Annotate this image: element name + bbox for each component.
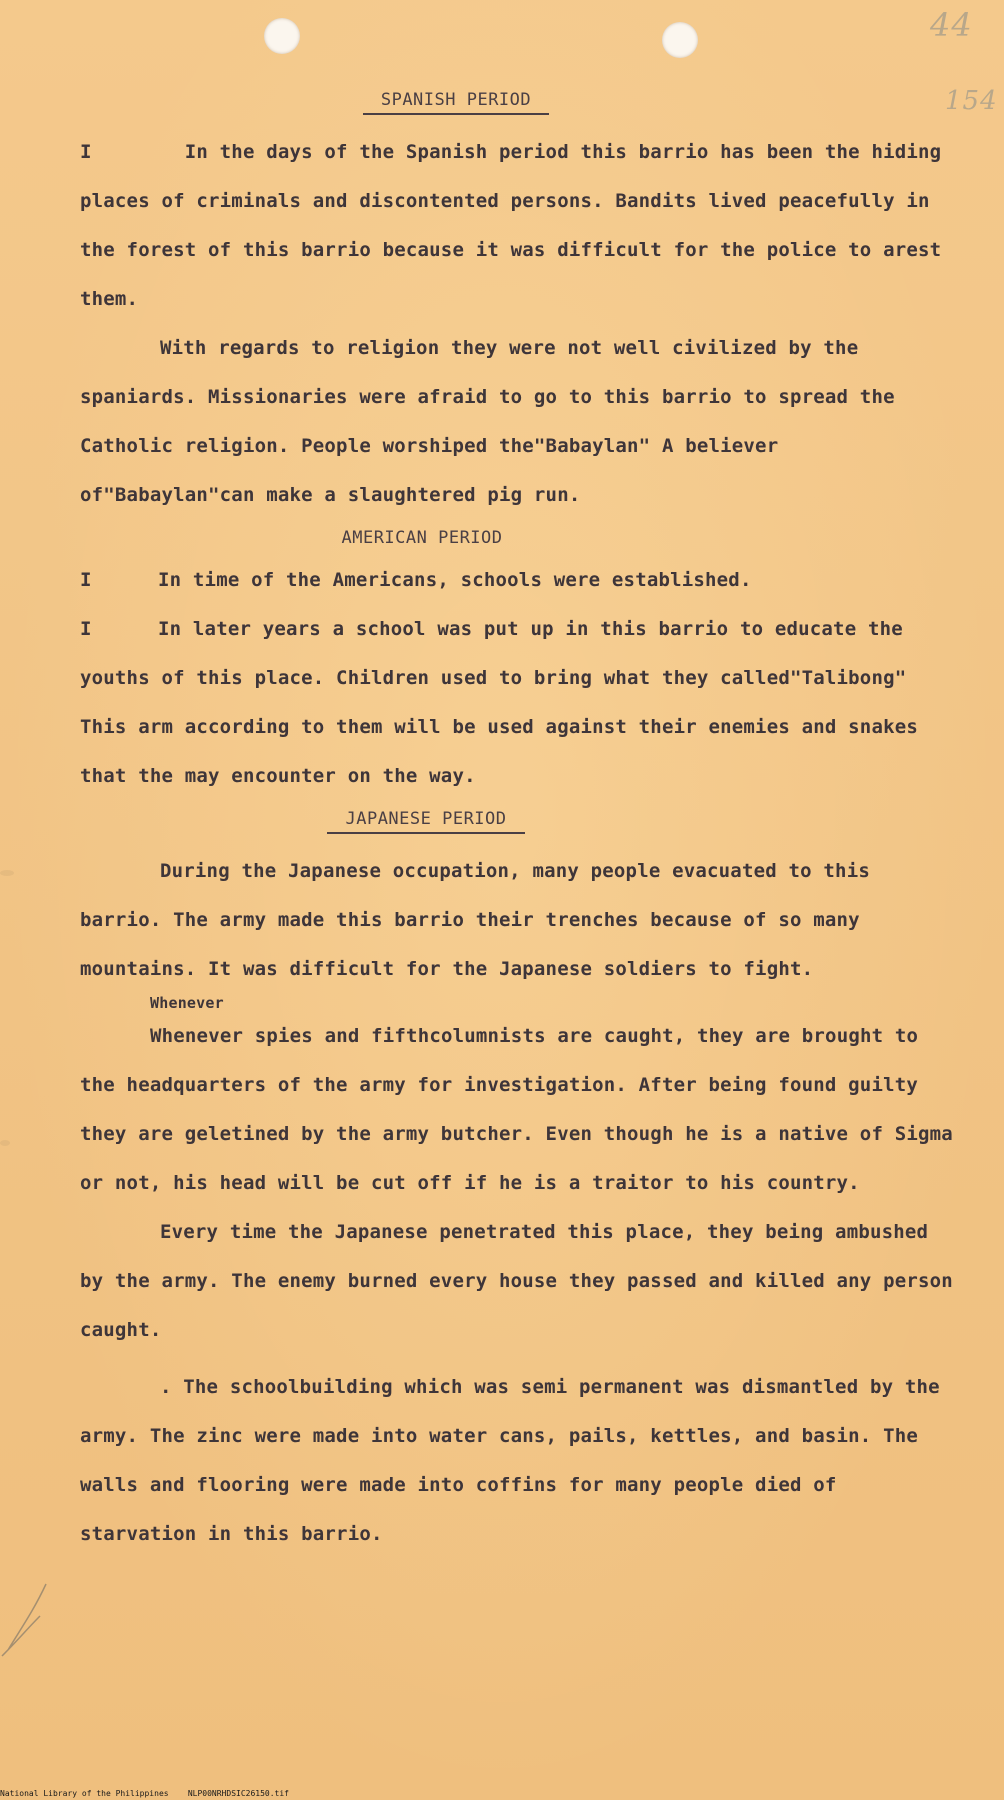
paragraph-japanese-3: Every time the Japanese penetrated this place, they being ambushed by the army. The enemy burned every house they passed and killed any person caught. [80, 1221, 965, 1341]
paragraph-japanese-4: . The schoolbuilding which was semi permanent was dismantled by the army. The zinc were made into water cans, pails, kettles, and basin. The walls and flooring were made into coffins for many people died of starvation in this barrio. [80, 1376, 952, 1545]
punch-hole-right [662, 22, 698, 58]
archive-footer: National Library of the Philippines NLP00NRHDSIC26150.tif [0, 1789, 289, 1798]
punch-hole-left [264, 18, 300, 54]
paragraph-american-2: I In later years a school was put up in this barrio to educate the youths of this place. Children used to bring what they called"Talibong" This arm according to them will be used against their enemies and snakes that the may encounter on the way. [80, 605, 960, 801]
paper-mark [0, 1140, 10, 1146]
pencil-scribble [0, 1570, 60, 1660]
heading-spanish-period: SPANISH PERIOD [0, 90, 958, 110]
paper-mark [0, 870, 14, 876]
roman-numeral: I [80, 618, 92, 640]
handwritten-folio-number: 154 [945, 86, 998, 116]
paragraph-spanish-1: I In the days of the Spanish period this barrio has been the hiding places of criminals and discontented persons. Bandits lived peacefully in the forest of this barrio because it was difficult for the police to arest them. [80, 141, 953, 310]
paragraph-american-1: I In time of the Americans, schools were established. [80, 556, 960, 605]
paragraph-spanish-2: With regards to religion they were not well civilized by the spaniards. Missionaries were afraid to go to this barrio to spread the Catholic religion. People worshiped the"Babaylan" A believer of"Babaylan"can make a slaughtered pig run. [80, 337, 907, 506]
interlinear-note: Whenever [150, 994, 224, 1012]
roman-numeral: I [80, 569, 92, 591]
paragraph-japanese-1: During the Japanese occupation, many people evacuated to this barrio. The army made this barrio their trenches because of so many mountains. It was difficult for the Japanese soldiers to fight. [80, 860, 882, 980]
document-body [80, 90, 965, 1559]
paragraph-japanese-2: Whenever spies and fifthcolumnists are caught, they are brought to the headquarters of the army for investigation. After being found guilty they are geletined by the army butcher. Even though he is a native of Sigma or not, his head will be cut off if he is a traitor to his country. [80, 1025, 965, 1194]
handwritten-page-number: 44 [930, 6, 973, 44]
heading-american-period: AMERICAN PERIOD [341, 528, 503, 548]
heading-japanese-period: JAPANESE PERIOD [0, 809, 928, 829]
